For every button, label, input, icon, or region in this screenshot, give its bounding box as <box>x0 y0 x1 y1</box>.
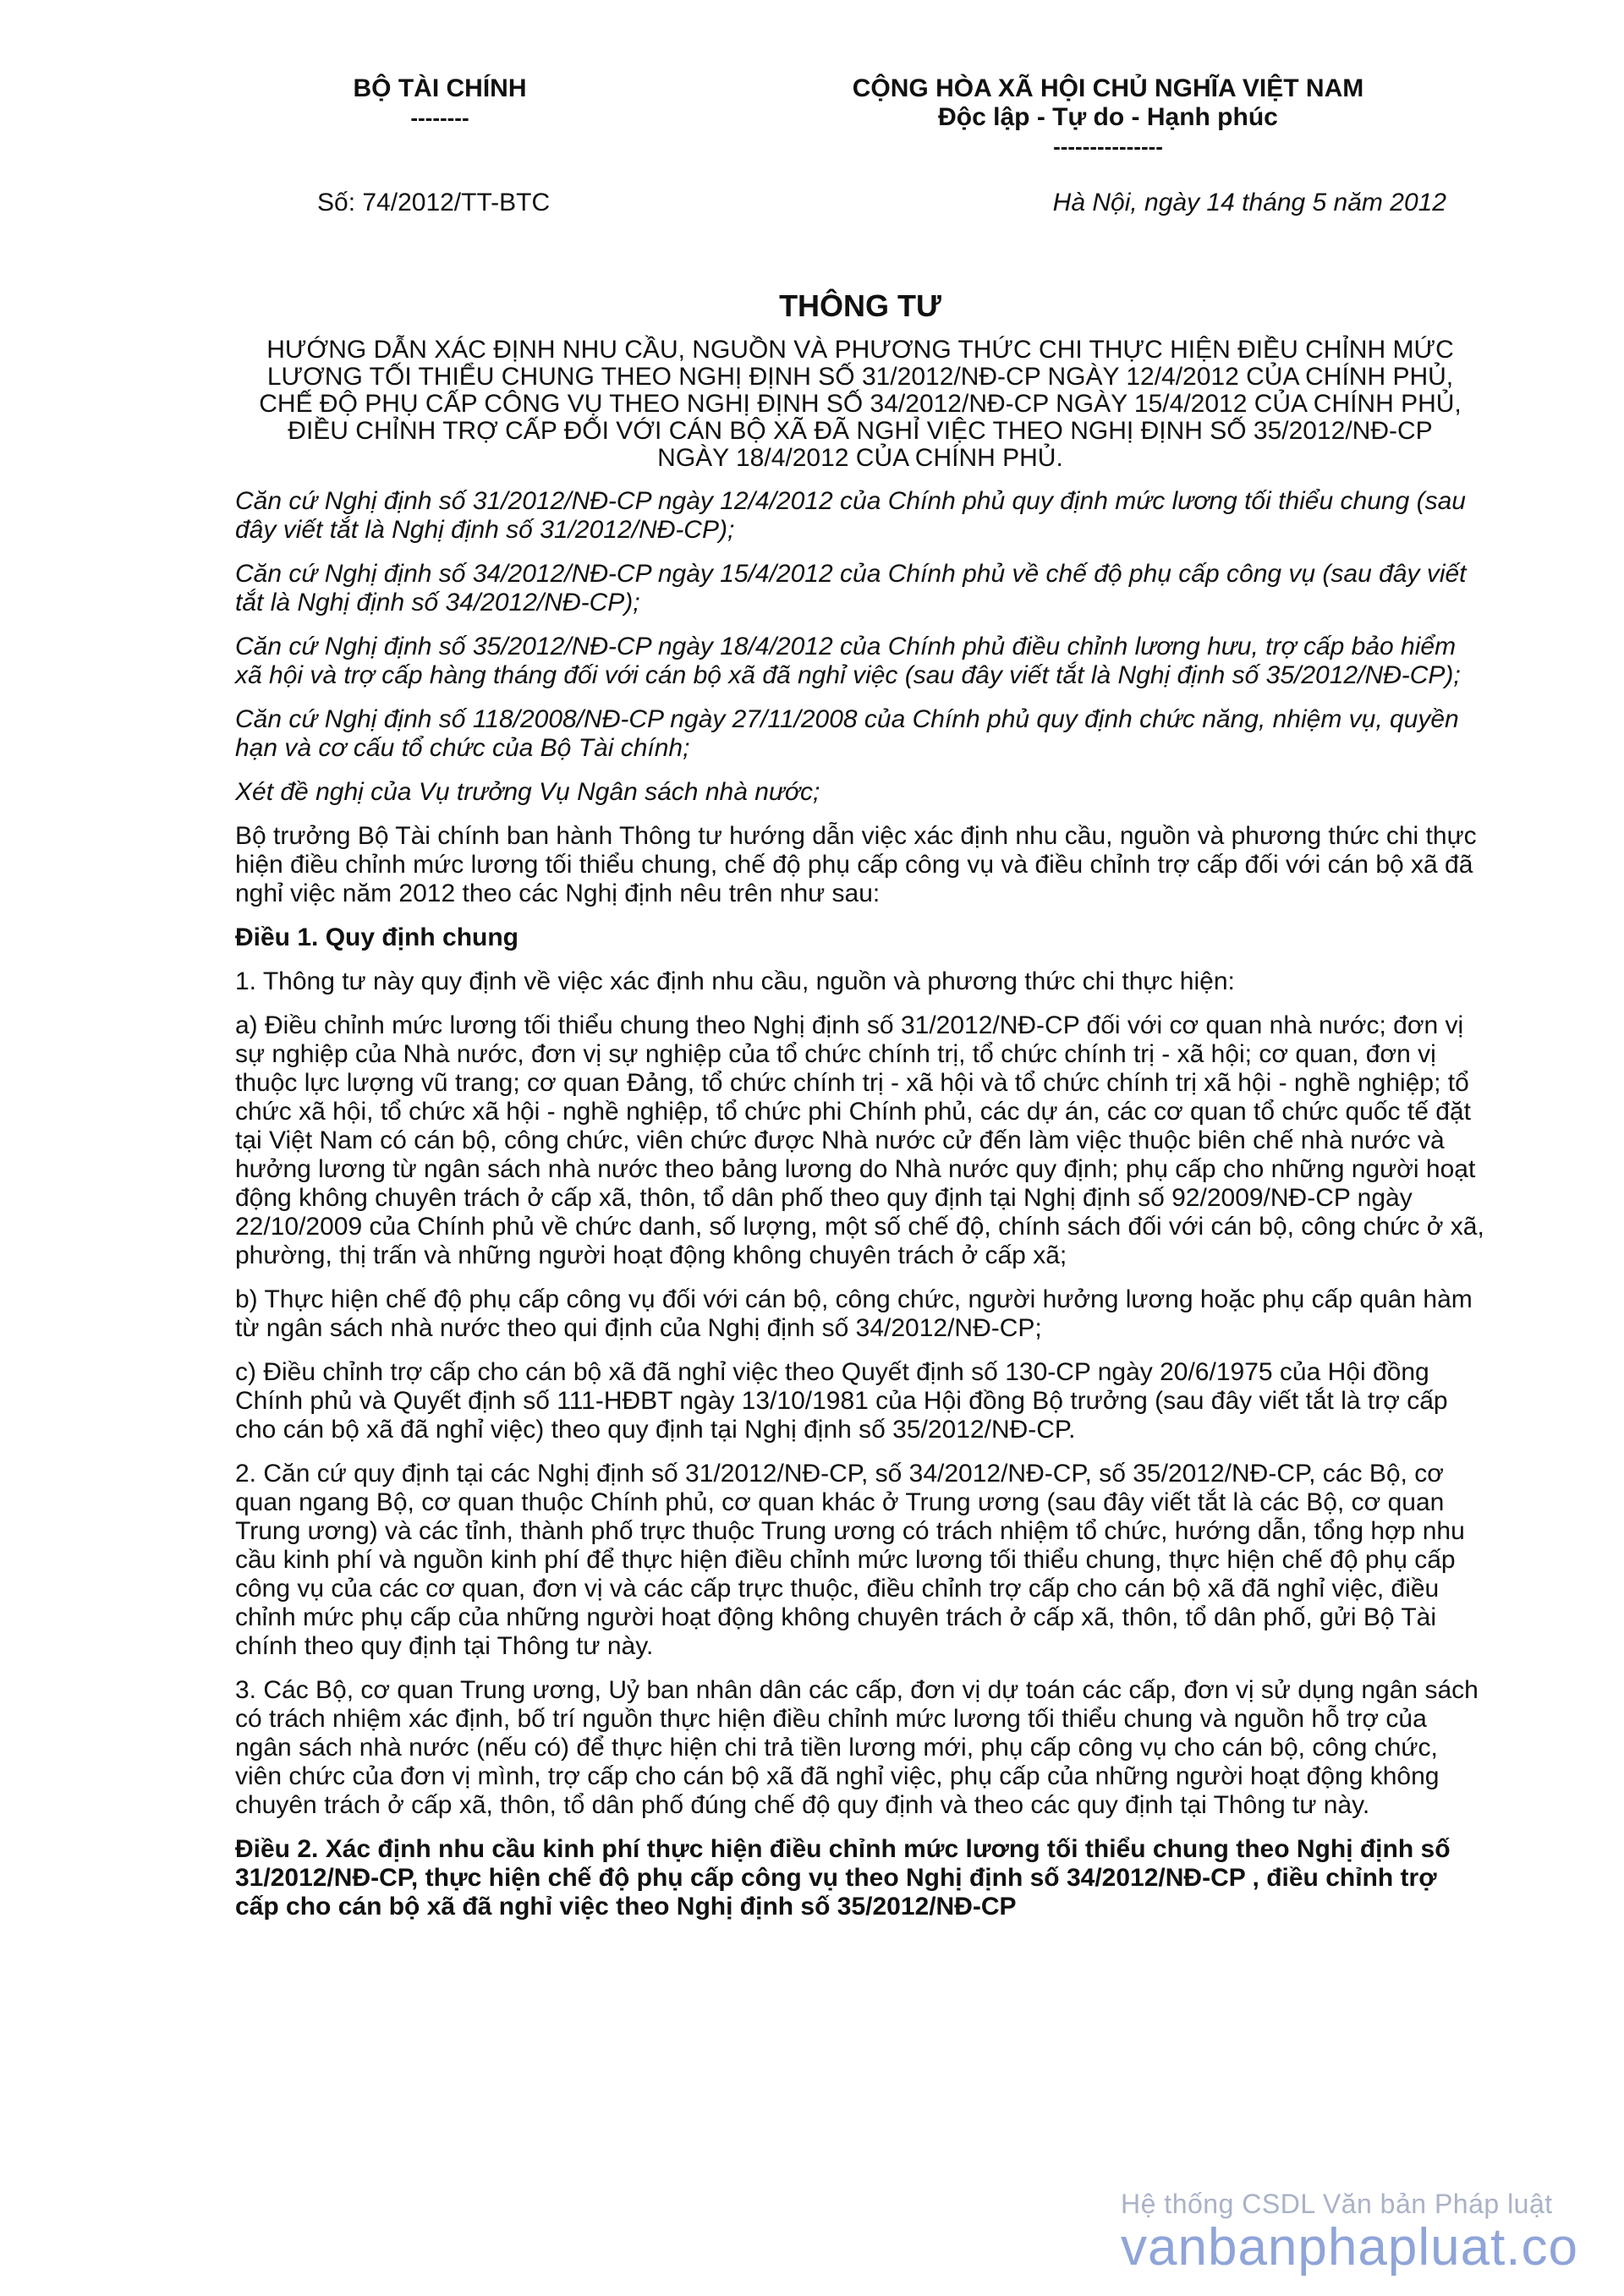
article-1-point-c: c) Điều chỉnh trợ cấp cho cán bộ xã đã nghỉ việc theo Quyết định số 130-CP ngày 20/6/1975 của Hội đồng Chính phủ và Quyết định số 111-HĐBT ngày 13/10/1981 của Hội đồng Bộ trưởng (sau đây viết tắt là trợ cấp cho cán bộ xã đã nghỉ việc) theo quy định tại Nghị định số 35/2012/NĐ-CP. <box>235 1358 1448 1444</box>
issuing-agency-block <box>279 74 601 129</box>
article-1-clause-2: 2. Căn cứ quy định tại các Nghị định số 31/2012/NĐ-CP, số 34/2012/NĐ-CP, số 35/2012/NĐ-CP, các Bộ, cơ quan ngang Bộ, cơ quan thuộc Chính phủ, cơ quan khác ở Trung ương (sau đây viết tắt là các Bộ, cơ quan Trung ương) và các tỉnh, thành phố trực thuộc Trung ương có trách nhiệm tổ chức, hướng dẫn, tổng hợp nhu cầu kinh phí và nguồn kinh phí để thực hiện điều chỉnh mức lương tối thiểu chung, thực hiện chế độ phụ cấp công vụ của các cơ quan, đơn vị và các cấp trực thuộc, điều chỉnh trợ cấp cho cán bộ xã đã nghỉ việc, điều chỉnh mức phụ cấp của những người hoạt động không chuyên trách ở cấp xã, thôn, tổ dân phố, gửi Bộ Tài chính theo quy định tại Thông tư này. <box>235 1460 1465 1660</box>
watermark-caption: Hệ thống CSDL Văn bản Pháp luật <box>1121 2189 1553 2219</box>
document-subtitle: HƯỚNG DẪN XÁC ĐỊNH NHU CẦU, NGUỒN VÀ PHƯƠNG THỨC CHI THỰC HIỆN ĐIỀU CHỈNH MỨC LƯƠNG TỐI THIỂU CHUNG THEO NGHỊ ĐỊNH SỐ 31/2012/NĐ-CP NGÀY 12/4/2012 CỦA CHÍNH PHỦ, CHẾ ĐỘ PHỤ CẤP CÔNG VỤ THEO NGHỊ ĐỊNH SỐ 34/2012/NĐ-CP NGÀY 15/4/2012 CỦA CHÍNH PHỦ, ĐIỀU CHỈNH TRỢ CẤP ĐỐI VỚI CÁN BỘ XÃ ĐÃ NGHỈ VIỆC THEO NGHỊ ĐỊNH SỐ 35/2012/NĐ-CP NGÀY 18/4/2012 CỦA CHÍNH PHỦ. <box>259 336 1462 472</box>
article-1-clause-1: 1. Thông tư này quy định về việc xác định nhu cầu, nguồn và phương thức chi thực hiện: <box>235 967 1235 995</box>
national-motto: Độc lập - Tự do - Hạnh phúc <box>938 103 1278 131</box>
national-title: CỘNG HÒA XÃ HỘI CHỦ NGHĨA VIỆT NAM <box>852 74 1364 102</box>
article-2-title: Điều 2. Xác định nhu cầu kinh phí thực hiện điều chỉnh mức lương tối thiểu chung theo Nghị định số 31/2012/NĐ-CP, thực hiện chế độ phụ cấp công vụ theo Nghị định số 34/2012/NĐ-CP , điều chỉnh trợ cấp cho cán bộ xã đã nghỉ việc theo Nghị định số 35/2012/NĐ-CP <box>235 1835 1451 1921</box>
watermark-site: vanbanphapluat.co <box>1121 2218 1579 2277</box>
national-heading-block <box>744 74 1472 157</box>
document-type: THÔNG TƯ <box>779 288 941 323</box>
document-body <box>235 288 1485 1937</box>
article-1-point-b: b) Thực hiện chế độ phụ cấp công vụ đối với cán bộ, công chức, người hưởng lương hoặc phụ cấp quân hàm từ ngân sách nhà nước theo qui định của Nghị định số 34/2012/NĐ-CP; <box>235 1285 1473 1342</box>
article-1-clause-3: 3. Các Bộ, cơ quan Trung ương, Uỷ ban nhân dân các cấp, đơn vị dự toán các cấp, đơn vị sử dụng ngân sách có trách nhiệm xác định, bố trí nguồn thực hiện điều chỉnh mức lương tối thiểu chung và nguồn hỗ trợ của ngân sách nhà nước (nếu có) để thực hiện chi trả tiền lương mới, phụ cấp công vụ cho cán bộ, công chức, viên chức của đơn vị mình, trợ cấp cho cán bộ xã đã nghỉ việc, phụ cấp của những người hoạt động không chuyên trách ở cấp xã, thôn, tổ dân phố đúng chế độ quy định và theo các quy định tại Thông tư này. <box>235 1676 1479 1819</box>
legal-basis: Căn cứ Nghị định số 34/2012/NĐ-CP ngày 15/4/2012 của Chính phủ về chế độ phụ cấp công vụ (sau đây viết tắt là Nghị định số 34/2012/NĐ-CP); <box>235 560 1467 616</box>
article-1-title: Điều 1. Quy định chung <box>235 923 519 951</box>
legal-basis: Căn cứ Nghị định số 35/2012/NĐ-CP ngày 18/4/2012 của Chính phủ điều chỉnh lương hưu, trợ cấp bảo hiểm xã hội và trợ cấp hàng tháng đối với cán bộ xã đã nghỉ việc (sau đây viết tắt là Nghị định số 35/2012/NĐ-CP); <box>235 633 1461 689</box>
motto-rule: --------------- <box>1053 134 1163 159</box>
issuing-agency: BỘ TÀI CHÍNH <box>353 74 527 102</box>
preamble: Bộ trưởng Bộ Tài chính ban hành Thông tư hướng dẫn việc xác định nhu cầu, nguồn và phương thức chi thực hiện điều chỉnh mức lương tối thiểu chung, chế độ phụ cấp công vụ và điều chỉnh trợ cấp đối với cán bộ xã đã nghỉ việc năm 2012 theo các Nghị định nêu trên như sau: <box>235 822 1477 907</box>
article-1-point-a: a) Điều chỉnh mức lương tối thiểu chung theo Nghị định số 31/2012/NĐ-CP đối với cơ quan nhà nước; đơn vị sự nghiệp của Nhà nước, đơn vị sự nghiệp của tổ chức chính trị, tổ chức chính trị - xã hội; cơ quan, đơn vị thuộc lực lượng vũ trang; cơ quan Đảng, tổ chức chính trị - xã hội và tổ chức chính trị xã hội - nghề nghiệp; tổ chức xã hội, tổ chức xã hội - nghề nghiệp, tổ chức phi Chính phủ, các dự án, các cơ quan tổ chức quốc tế đặt tại Việt Nam có cán bộ, công chức, viên chức được Nhà nước cử đến làm việc thuộc biên chế nhà nước và hưởng lương từ ngân sách nhà nước theo bảng lương do Nhà nước quy định; phụ cấp cho những người hoạt động không chuyên trách ở cấp xã, thôn, tổ dân phố theo quy định tại Nghị định số 92/2009/NĐ-CP ngày 22/10/2009 của Chính phủ về chức danh, số lượng, một số chế độ, chính sách đối với cán bộ, công chức ở xã, phường, thị trấn và những người hoạt động không chuyên trách ở cấp xã; <box>235 1011 1484 1269</box>
legal-basis: Căn cứ Nghị định số 31/2012/NĐ-CP ngày 12/4/2012 của Chính phủ quy định mức lương tối thiểu chung (sau đây viết tắt là Nghị định số 31/2012/NĐ-CP); <box>235 487 1466 544</box>
agency-rule: -------- <box>410 105 469 130</box>
document-date: Hà Nội, ngày 14 tháng 5 năm 2012 <box>1052 189 1446 216</box>
document-number: Số: 74/2012/TT-BTC <box>317 189 551 216</box>
legal-basis: Căn cứ Nghị định số 118/2008/NĐ-CP ngày 27/11/2008 của Chính phủ quy định chức năng, nhiệm vụ, quyền hạn và cơ cấu tổ chức của Bộ Tài chính; <box>235 705 1459 762</box>
legal-basis: Xét đề nghị của Vụ trưởng Vụ Ngân sách nhà nước; <box>235 778 820 806</box>
